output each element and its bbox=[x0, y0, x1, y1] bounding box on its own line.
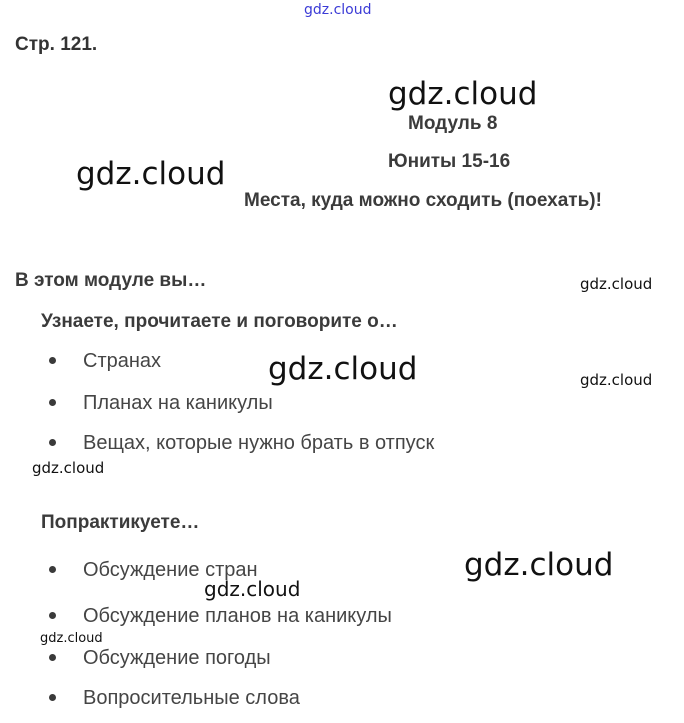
watermark-text: gdz.cloud bbox=[32, 459, 105, 477]
page-number: Стр. 121. bbox=[15, 34, 98, 55]
watermark-text: gdz.cloud bbox=[580, 275, 653, 293]
list-item-text: Вещах, которые нужно брать в отпуск bbox=[83, 432, 435, 454]
watermark-text: gdz.cloud bbox=[204, 577, 301, 601]
bullet-icon bbox=[49, 357, 56, 364]
bullet-icon bbox=[49, 694, 56, 701]
watermark-text: gdz.cloud bbox=[40, 631, 103, 646]
list-item-text: Планах на каникулы bbox=[83, 392, 273, 414]
units-heading: Юниты 15-16 bbox=[388, 151, 511, 172]
bullet-icon bbox=[49, 439, 56, 446]
bullet-icon bbox=[49, 612, 56, 619]
watermark-text: gdz.cloud bbox=[464, 547, 614, 583]
section-heading-practice: Попрактикуете… bbox=[41, 512, 200, 533]
bullet-icon bbox=[49, 399, 56, 406]
watermark-text: gdz.cloud bbox=[580, 371, 653, 389]
module-heading: Модуль 8 bbox=[408, 113, 498, 134]
section-heading-learn: Узнаете, прочитаете и поговорите о… bbox=[41, 311, 398, 332]
module-title: Места, куда можно сходить (поехать)! bbox=[244, 190, 602, 211]
bullet-icon bbox=[49, 654, 56, 661]
watermark-text: gdz.cloud bbox=[268, 351, 418, 387]
watermark-text: gdz.cloud bbox=[76, 156, 226, 192]
watermark-text: gdz.cloud bbox=[304, 2, 372, 18]
list-item-text: Обсуждение планов на каникулы bbox=[83, 605, 392, 627]
list-item-text: Обсуждение стран bbox=[83, 559, 258, 581]
intro-heading: В этом модуле вы… bbox=[15, 270, 207, 291]
list-item-text: Вопросительные слова bbox=[83, 687, 300, 709]
watermark-text: gdz.cloud bbox=[388, 76, 538, 112]
bullet-icon bbox=[49, 566, 56, 573]
list-item-text: Обсуждение погоды bbox=[83, 647, 271, 669]
list-item-text: Странах bbox=[83, 350, 162, 372]
